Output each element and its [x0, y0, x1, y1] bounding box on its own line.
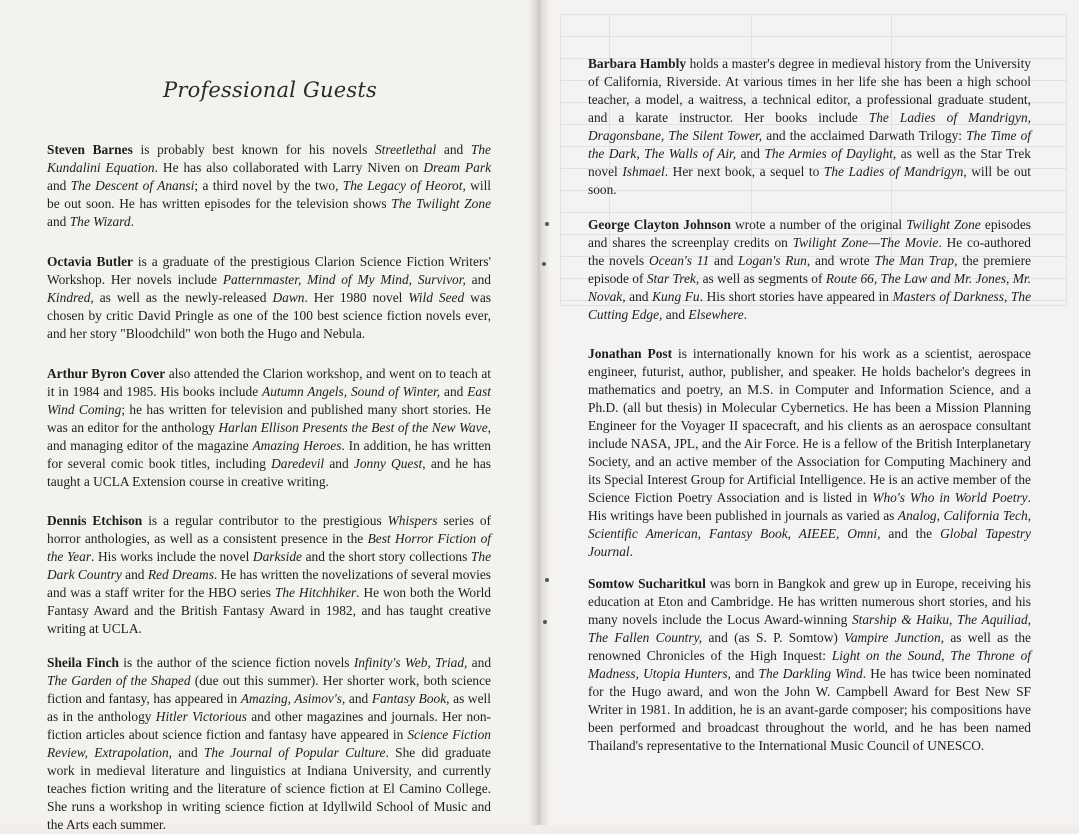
left-page: [0, 0, 536, 832]
bio-text-run: also attended the Clarion workshop, and went on to teach at it in 1984 and 1985. His books include: [47, 366, 491, 399]
bio-text-run: is internationally known for his work as a scientist, aerospace engineer, futurist, author, publisher, and speaker. He holds bachelor's degrees in mathematics and poetry, an M.S. in Computer and Information Science, and a Ph.D. (all but thesis) in Molecular Cybernetics. He has been a Mission Planning Engineer for the Voyager II spacecraft, and his clients as an aerospace consultant include NASA, JPL, and the Air Force. He is a fellow of the British Interplanetary Society, and an active member of the Association for Computing Machinery and its Special Interest Group for Artificial Intelligence. He is an active member of the Science Fiction Poetry Association and is listed in: [588, 346, 1031, 505]
bio-text-run: is a graduate of the prestigious Clarion Science Fiction Writers' Workshop. Her novels include: [47, 254, 491, 287]
bio-text-run: and other magazines and journals. Her non-fiction articles about science fiction and fantasy have appeared in: [47, 709, 491, 742]
title-italic: The Man Trap: [874, 253, 955, 268]
bio-text-run: wrote a number of the original: [730, 217, 907, 232]
page-heading: Professional Guests: [163, 78, 377, 102]
bio-text-run: is a regular contributor to the prestigious: [142, 513, 388, 528]
bio-text-run: , as well as the newly-released: [90, 290, 273, 305]
bio-text-run: holds a master's degree in medieval history from the University of California, Riverside. At various times in her life she has been a high school teacher, a model, a waitress, a technical editor, a professional graduate student, and a karate instructor. Her books include: [588, 56, 1032, 125]
bio-text-run: , as well as the renowned Chronicles of the High Inquest:: [588, 630, 1031, 663]
bio-text-run: and: [730, 666, 759, 681]
bio-text-run: and: [121, 567, 148, 582]
binding-mark: [545, 578, 549, 582]
bio-text-run: and: [172, 745, 204, 760]
title-italic: The Hitchhiker: [274, 585, 357, 600]
bio-text-run: , as well as in the anthology: [47, 691, 491, 724]
guest-name: Barbara Hambly: [588, 56, 687, 71]
guest-bio-barbara-hambly: [588, 55, 1031, 199]
title-italic: The Ladies of Mandrigyn: [823, 164, 964, 179]
title-italic: Twilight Zone: [906, 217, 981, 232]
binding-mark: [545, 222, 549, 226]
title-italic: Ocean's 11: [648, 253, 710, 268]
bio-text-run: and: [662, 307, 689, 322]
title-italic: The Dark Country: [47, 549, 492, 582]
title-italic: Patternmaster, Mind of My Mind, Survivor,: [222, 272, 466, 287]
guest-name: Jonathan Post: [588, 346, 673, 361]
guest-bio-text: [47, 366, 491, 489]
bio-text-run: , and he has taught a UCLA Extension course in creative writing.: [47, 456, 492, 489]
bio-text-run: . He won both the World Fantasy Award and the British Fantasy Award in 1982, and has taught creative writing at UCLA.: [47, 585, 491, 636]
bio-text-run: . Her next book, a sequel to: [664, 164, 824, 179]
bio-text-run: ; he has written for television and published many short stories. He was an editor for the anthology: [47, 402, 491, 435]
title-italic: Vampire Junction: [844, 630, 941, 645]
guest-name: Sheila Finch: [47, 655, 119, 670]
bio-text-run: .: [629, 544, 634, 559]
title-italic: Twilight Zone—The Movie: [792, 235, 939, 250]
binding-mark: [542, 262, 546, 266]
bio-text-run: episodes and shares the screenplay credits on: [588, 217, 1031, 250]
bio-text-run: and: [47, 214, 70, 229]
bio-text-run: and (as S. P. Somtow): [702, 630, 845, 645]
bio-text-run: .: [743, 307, 748, 322]
bio-text-run: . He has written the novelizations of several movies and was a staff writer for the HBO series: [47, 567, 491, 600]
title-italic: Fantasy Book: [371, 691, 447, 706]
bio-text-run: ; a third novel by the two,: [194, 178, 343, 193]
bio-text-run: and: [736, 146, 765, 161]
title-italic: The Ladies of Mandrigyn, Dragonsbane, The Silent Tower,: [588, 110, 1031, 143]
title-italic: The Descent of Anansi: [70, 178, 195, 193]
title-italic: Autumn Angels, Sound of Winter,: [262, 384, 441, 399]
bio-text-run: is probably best known for his novels: [132, 142, 375, 157]
bio-text-run: and: [440, 384, 468, 399]
guest-bio-steven-barnes: [47, 141, 491, 231]
bio-text-run: . He has also collaborated with Larry Niven on: [154, 160, 424, 175]
binding-mark: [543, 620, 547, 624]
guest-bio-text: [588, 56, 1031, 197]
title-italic: Wild Seed: [408, 290, 465, 305]
bio-text-run: and: [345, 691, 372, 706]
title-italic: Whispers: [387, 513, 438, 528]
title-italic: Jonny Quest: [353, 456, 423, 471]
guest-bio-sheila-finch: [47, 654, 491, 834]
title-italic: Who's Who in World Poetry: [872, 490, 1028, 505]
bio-text-run: and: [625, 289, 653, 304]
title-italic: East Wind Coming: [47, 384, 492, 417]
bio-text-run: , the premiere episode of: [588, 253, 1031, 286]
bio-text-run: . He has twice been nominated for the Hugo award, and won the John W. Campbell Award for Best New SF Writer in 1981. In addition, he is an avant-garde composer; his compositions have been performed and broadcast throughout the world, and he has been named Thailand's representative to the International Music Council of UNESCO.: [588, 666, 1031, 753]
guest-bio-george-clayton-johnson: [588, 216, 1031, 324]
title-italic: Elsewhere: [688, 307, 744, 322]
bio-text-run: was born in Bangkok and grew up in Europe, receiving his education at Eton and Cambridge. He has written numerous short stories, and his many novels include the Locus Award-winning: [588, 576, 1031, 627]
title-italic: Infinity's Web, Triad,: [353, 655, 468, 670]
bio-text-run: . Her 1980 novel: [304, 290, 409, 305]
bio-text-run: . His short stories have appeared in: [699, 289, 893, 304]
guest-bio-octavia-butler: [47, 253, 491, 343]
title-italic: Ishmael: [622, 164, 665, 179]
bio-text-run: . His writings have been published in journals as varied as: [588, 490, 1031, 523]
bio-text-run: and: [709, 253, 739, 268]
guest-name: Dennis Etchison: [47, 513, 143, 528]
bio-text-run: series of horror anthologies, as well as a consistent presence in the: [47, 513, 491, 546]
bio-text-run: . He co-authored the novels: [588, 235, 1032, 268]
title-italic: The Time of the Dark, The Walls of Air,: [588, 128, 1031, 161]
title-italic: The Wizard: [69, 214, 131, 229]
bio-text-run: . In addition, he has written for several comic book titles, including: [47, 438, 491, 471]
bio-text-run: and: [436, 142, 471, 157]
title-italic: Route 66, The Law and Mr. Jones, Mr. Novak,: [588, 271, 1031, 304]
bio-text-run: .: [130, 214, 134, 229]
guest-bio-jonathan-post: [588, 345, 1031, 561]
title-italic: Logan's Run: [738, 253, 807, 268]
page-gutter: [528, 0, 550, 825]
guest-bio-arthur-byron-cover: [47, 365, 491, 491]
title-italic: Science Fiction Review, Extrapolation,: [47, 727, 491, 760]
bio-text-run: . She did graduate work in medieval literature and linguistics at Indiana University, and currently teaches fiction writing and the literature of science fiction at El Camino College. She runs a workshop in writing science fiction at Idyllwild School of Music and the Arts each summer.: [47, 745, 491, 832]
guest-name: Arthur Byron Cover: [47, 366, 166, 381]
title-italic: The Twilight Zone: [391, 196, 492, 211]
guest-name: George Clayton Johnson: [588, 217, 731, 232]
bio-text-run: , will be out soon.: [588, 164, 1031, 197]
title-italic: Dream Park: [423, 160, 492, 175]
title-italic: Daredevil: [271, 456, 325, 471]
bio-text-run: is the author of the science fiction novels: [119, 655, 354, 670]
title-italic: Amazing Heroes: [252, 438, 342, 453]
title-italic: Streetlethal: [374, 142, 437, 157]
guest-bio-text: [47, 513, 491, 636]
guest-name: Steven Barnes: [47, 142, 133, 157]
title-italic: Global Tapestry Journal: [588, 526, 1031, 559]
guest-bio-text: [588, 346, 1031, 559]
guest-bio-somtow-sucharitkul: [588, 575, 1031, 755]
title-italic: Amazing, Asimov's,: [240, 691, 346, 706]
bio-text-run: , as well as the Star Trek novel: [588, 146, 1031, 179]
bio-text-run: , as well as segments of: [695, 271, 826, 286]
guest-bio-text: [588, 217, 1031, 322]
bio-text-run: and: [465, 272, 491, 287]
bio-text-run: and: [324, 456, 354, 471]
title-italic: The Legacy of Heorot: [342, 178, 463, 193]
bio-text-run: was chosen by critic David Pringle as one of the 100 best science fiction novels ever, and her story "Bloodchild" won both the Hugo and Nebula.: [47, 290, 491, 341]
title-italic: The Journal of Popular Culture: [203, 745, 386, 760]
title-italic: Hitler Victorious: [155, 709, 247, 724]
title-italic: Dawn: [272, 290, 305, 305]
title-italic: The Armies of Daylight: [764, 146, 893, 161]
title-italic: Kung Fu: [652, 289, 700, 304]
title-italic: Darkside: [252, 549, 302, 564]
title-italic: The Darkling Wind: [758, 666, 863, 681]
bio-text-run: and the: [880, 526, 941, 541]
title-italic: The Garden of the Shaped: [47, 673, 191, 688]
bio-text-run: and: [47, 178, 71, 193]
bio-text-run: (due out this summer). Her shorter work, both science fiction and fantasy, has appeared in: [47, 673, 491, 706]
title-italic: Analog, California Tech, Scientific American, Fantasy Book, AIEEE, Omni,: [588, 508, 1031, 541]
bio-text-run: , and managing editor of the magazine: [47, 420, 492, 453]
bio-text-run: and the short story collections: [302, 549, 471, 564]
guest-bio-text: [588, 576, 1031, 753]
title-italic: Starship & Haiku, The Aquiliad, The Fallen Country,: [588, 612, 1031, 645]
title-italic: The Kundalini Equation: [47, 142, 491, 175]
bio-text-run: . His works include the novel: [91, 549, 253, 564]
bio-text-run: , and wrote: [806, 253, 875, 268]
bio-text-run: and: [467, 655, 492, 670]
bio-text-run: and the acclaimed Darwath Trilogy:: [762, 128, 967, 143]
title-italic: Red Dreams: [147, 567, 214, 582]
guest-name: Octavia Butler: [47, 254, 133, 269]
title-italic: Star Trek: [646, 271, 696, 286]
title-italic: Light on the Sound, The Throne of Madness, Utopia Hunters,: [588, 648, 1031, 681]
guest-name: Somtow Sucharitkul: [588, 576, 706, 591]
title-italic: Masters of Darkness, The Cutting Edge,: [588, 289, 1032, 322]
title-italic: Harlan Ellison Presents the Best of the New Wave: [218, 420, 488, 435]
guest-bio-text: [47, 655, 491, 832]
title-italic: Kindred: [47, 290, 91, 305]
bio-text-run: , will be out soon. He has written episodes for the television shows: [47, 178, 492, 211]
guest-bio-dennis-etchison: [47, 512, 491, 638]
title-italic: Best Horror Fiction of the Year: [47, 531, 492, 564]
